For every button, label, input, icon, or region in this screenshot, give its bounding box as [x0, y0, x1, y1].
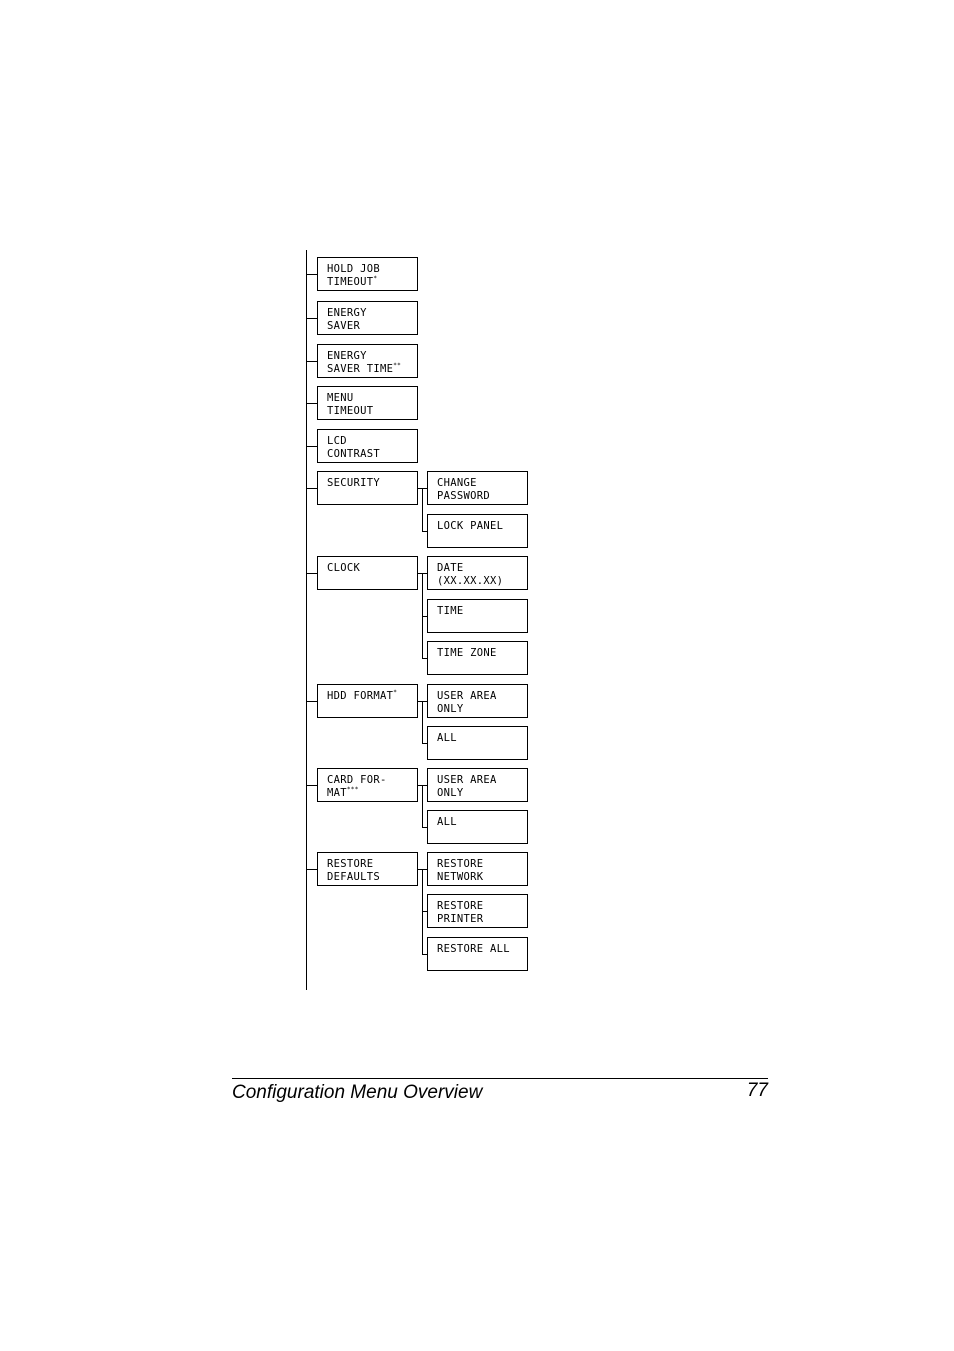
submenu-item: CHANGE PASSWORD [427, 471, 528, 505]
menu-item: LCD CONTRAST [317, 429, 418, 463]
menu-item: RESTORE DEFAULTS [317, 852, 418, 886]
branch-connector [306, 488, 317, 489]
submenu-item: LOCK PANEL [427, 514, 528, 548]
menu-item: HOLD JOB TIMEOUT* [317, 257, 418, 291]
branch-connector [306, 869, 317, 870]
branch-connector [306, 785, 317, 786]
submenu-item: TIME [427, 599, 528, 633]
submenu-connector [422, 785, 423, 827]
branch-connector [306, 573, 317, 574]
footer-title: Configuration Menu Overview [232, 1082, 483, 1103]
menu-item: MENU TIMEOUT [317, 386, 418, 420]
branch-connector [306, 446, 317, 447]
submenu-item: USER AREA ONLY [427, 768, 528, 802]
menu-item: ENERGY SAVER [317, 301, 418, 335]
footer-rule [232, 1078, 768, 1079]
submenu-item: RESTORE PRINTER [427, 894, 528, 928]
menu-item: CLOCK [317, 556, 418, 590]
branch-connector [306, 318, 317, 319]
branch-connector [306, 361, 317, 362]
submenu-item: RESTORE ALL [427, 937, 528, 971]
menu-item: ENERGY SAVER TIME** [317, 344, 418, 378]
menu-item: HDD FORMAT* [317, 684, 418, 718]
submenu-item: TIME ZONE [427, 641, 528, 675]
submenu-item: RESTORE NETWORK [427, 852, 528, 886]
submenu-item: ALL [427, 726, 528, 760]
submenu-item: USER AREA ONLY [427, 684, 528, 718]
branch-connector [306, 274, 317, 275]
branch-connector [306, 701, 317, 702]
menu-item: SECURITY [317, 471, 418, 505]
submenu-item: ALL [427, 810, 528, 844]
submenu-connector [422, 701, 423, 743]
submenu-item: DATE (XX.XX.XX) [427, 556, 528, 590]
branch-connector [306, 403, 317, 404]
page-number: 77 [746, 1080, 768, 1101]
menu-item: CARD FOR- MAT*** [317, 768, 418, 802]
submenu-connector [422, 488, 423, 531]
